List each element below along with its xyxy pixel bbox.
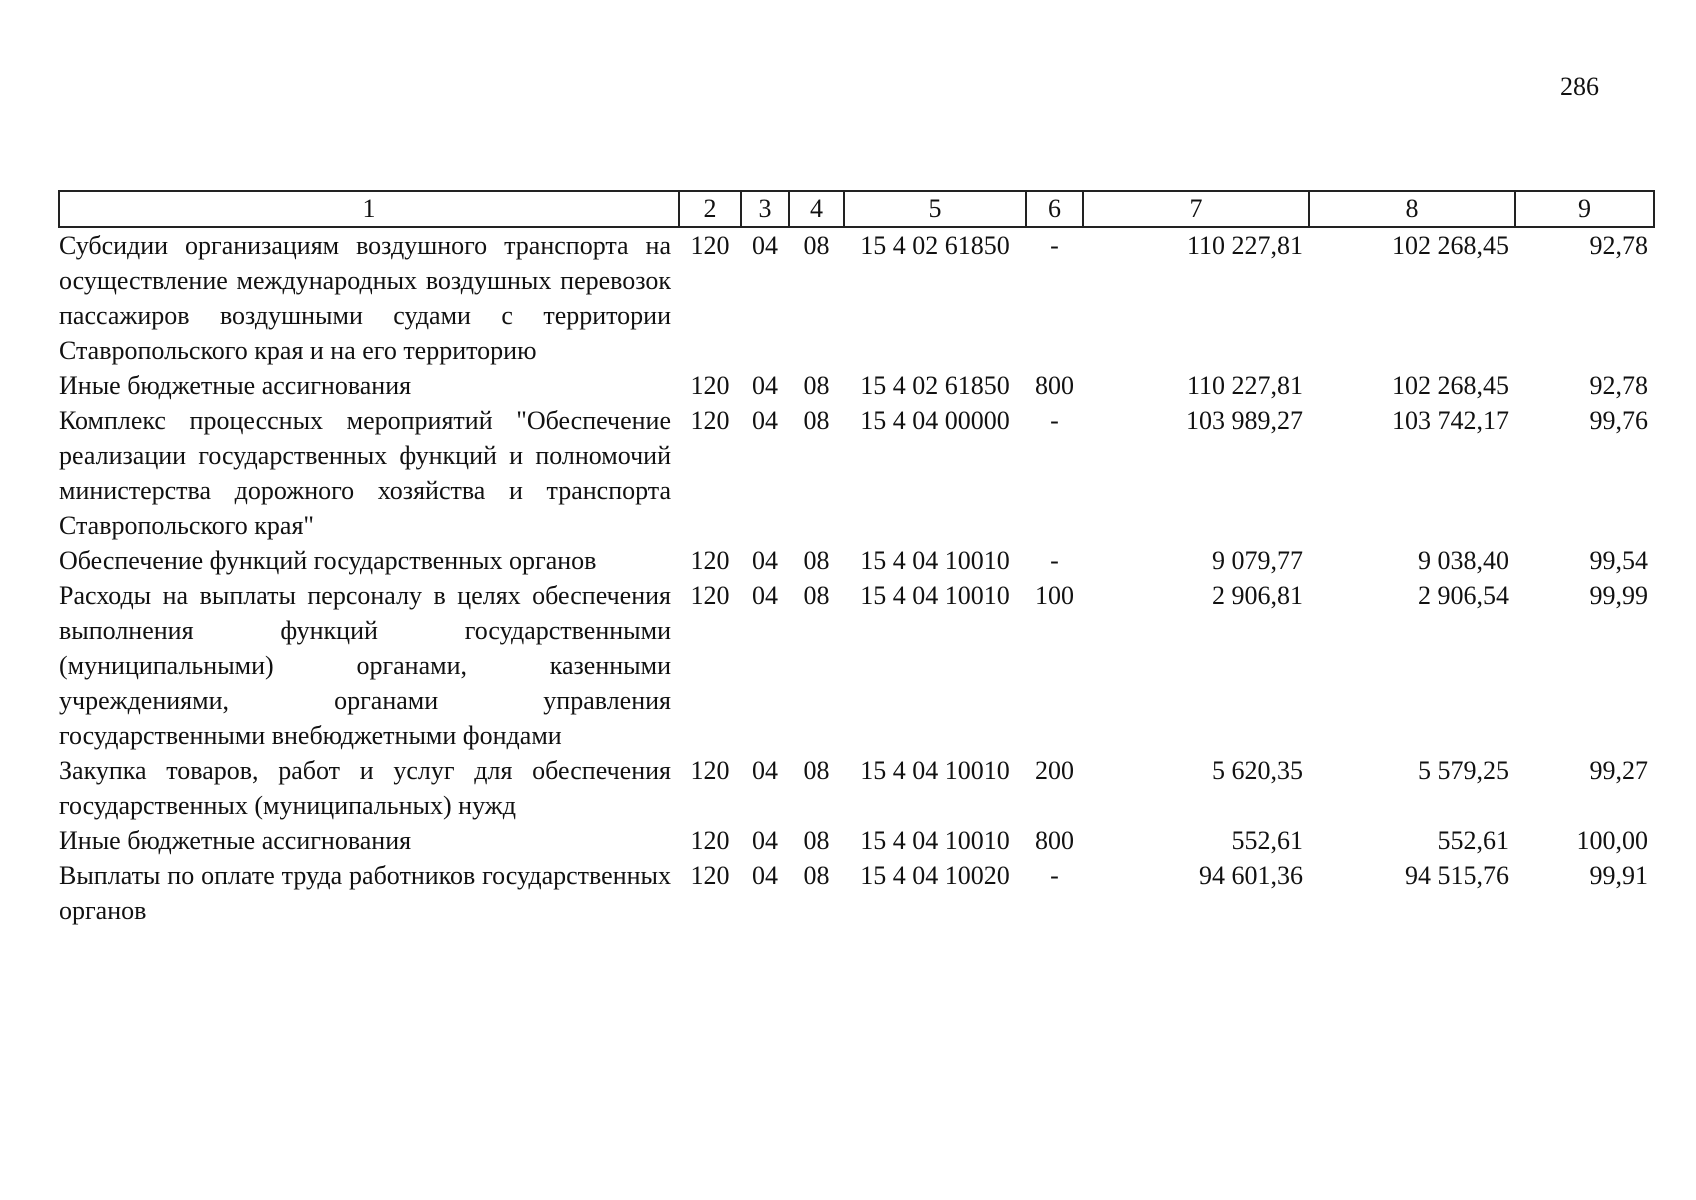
row-name: Выплаты по оплате труда работников государственных органов	[59, 861, 671, 925]
header-col-7: 7	[1083, 191, 1309, 227]
row-ministry-code: 120	[690, 546, 730, 575]
table-row	[59, 578, 1654, 753]
row-subsection-code: 08	[803, 861, 830, 890]
header-col-2: 2	[679, 191, 741, 227]
row-actual-amount: 9 038,40	[1418, 546, 1509, 575]
row-target-code: 15 4 04 10010	[860, 546, 1010, 575]
row-section-code: 04	[752, 581, 778, 610]
table-row	[59, 403, 1654, 543]
row-subsection-code: 08	[803, 546, 830, 575]
row-expense-type: -	[1050, 546, 1059, 575]
page-number: 286	[1560, 72, 1599, 101]
table-row	[59, 753, 1654, 823]
row-expense-type: 800	[1035, 826, 1074, 855]
row-target-code: 15 4 02 61850	[860, 231, 1010, 260]
header-col-6: 6	[1026, 191, 1083, 227]
row-expense-type: -	[1050, 406, 1059, 435]
row-name: Комплекс процессных мероприятий "Обеспечение реализации государственных функций и полномочий министерства дорожного хозяйства и транспорта Ставропольского края"	[59, 406, 671, 540]
row-name: Закупка товаров, работ и услуг для обеспечения государственных (муниципальных) нужд	[59, 756, 671, 820]
row-section-code: 04	[752, 371, 778, 400]
row-percent: 100,00	[1576, 826, 1648, 855]
budget-table	[58, 190, 1655, 928]
row-planned-amount: 2 906,81	[1212, 581, 1303, 610]
row-section-code: 04	[752, 231, 778, 260]
row-ministry-code: 120	[690, 406, 730, 435]
header-col-9: 9	[1515, 191, 1654, 227]
row-percent: 99,54	[1589, 546, 1648, 575]
table-header	[59, 191, 1654, 227]
row-name: Субсидии организациям воздушного транспорта на осуществление международных воздушных перевозок пассажиров воздушными судами с территории Ставропольского края и на его территорию	[59, 231, 671, 365]
row-ministry-code: 120	[690, 861, 730, 890]
table-row	[59, 823, 1654, 858]
row-subsection-code: 08	[803, 371, 830, 400]
row-section-code: 04	[752, 861, 778, 890]
row-actual-amount: 102 268,45	[1392, 231, 1509, 260]
row-ministry-code: 120	[690, 826, 730, 855]
row-actual-amount: 94 515,76	[1405, 861, 1509, 890]
row-expense-type: -	[1050, 231, 1059, 260]
row-percent: 99,76	[1589, 406, 1648, 435]
row-planned-amount: 9 079,77	[1212, 546, 1303, 575]
row-target-code: 15 4 02 61850	[860, 371, 1010, 400]
table-row	[59, 543, 1654, 578]
row-expense-type: 800	[1035, 371, 1074, 400]
row-expense-type: 100	[1035, 581, 1074, 610]
row-subsection-code: 08	[803, 581, 830, 610]
header-col-8: 8	[1309, 191, 1515, 227]
row-ministry-code: 120	[690, 231, 730, 260]
table-body	[59, 227, 1654, 928]
row-planned-amount: 552,61	[1231, 826, 1303, 855]
row-section-code: 04	[752, 826, 778, 855]
row-ministry-code: 120	[690, 371, 730, 400]
row-actual-amount: 103 742,17	[1392, 406, 1509, 435]
row-percent: 99,91	[1589, 861, 1648, 890]
row-actual-amount: 102 268,45	[1392, 371, 1509, 400]
row-planned-amount: 94 601,36	[1199, 861, 1303, 890]
row-planned-amount: 110 227,81	[1186, 371, 1303, 400]
header-col-1: 1	[59, 191, 679, 227]
row-percent: 92,78	[1589, 371, 1648, 400]
table-row	[59, 368, 1654, 403]
row-name: Иные бюджетные ассигнования	[59, 826, 412, 855]
row-target-code: 15 4 04 10020	[860, 861, 1010, 890]
header-col-3: 3	[741, 191, 789, 227]
row-expense-type: -	[1050, 861, 1059, 890]
row-name: Расходы на выплаты персоналу в целях обеспечения выполнения функций государственными (муниципальными) органами, казенными учреждениями, органами управления государственными внебюджетными фондами	[59, 581, 671, 750]
row-planned-amount: 5 620,35	[1212, 756, 1303, 785]
row-section-code: 04	[752, 756, 778, 785]
row-percent: 99,99	[1589, 581, 1648, 610]
row-target-code: 15 4 04 10010	[860, 581, 1010, 610]
row-percent: 92,78	[1589, 231, 1648, 260]
header-col-4: 4	[789, 191, 844, 227]
row-subsection-code: 08	[803, 756, 830, 785]
row-percent: 99,27	[1589, 756, 1648, 785]
row-target-code: 15 4 04 10010	[860, 826, 1010, 855]
row-ministry-code: 120	[690, 581, 730, 610]
row-target-code: 15 4 04 10010	[860, 756, 1010, 785]
row-planned-amount: 103 989,27	[1186, 406, 1303, 435]
row-actual-amount: 552,61	[1437, 826, 1509, 855]
row-target-code: 15 4 04 00000	[860, 406, 1010, 435]
table-row	[59, 858, 1654, 928]
row-section-code: 04	[752, 406, 778, 435]
row-section-code: 04	[752, 546, 778, 575]
row-subsection-code: 08	[803, 826, 830, 855]
row-actual-amount: 5 579,25	[1418, 756, 1509, 785]
row-subsection-code: 08	[803, 231, 830, 260]
row-ministry-code: 120	[690, 756, 730, 785]
table-row	[59, 227, 1654, 368]
row-subsection-code: 08	[803, 406, 830, 435]
header-row	[59, 191, 1654, 227]
row-name: Обеспечение функций государственных органов	[59, 546, 597, 575]
row-expense-type: 200	[1035, 756, 1074, 785]
row-name: Иные бюджетные ассигнования	[59, 371, 412, 400]
row-planned-amount: 110 227,81	[1186, 231, 1303, 260]
header-col-5: 5	[844, 191, 1026, 227]
row-actual-amount: 2 906,54	[1418, 581, 1509, 610]
